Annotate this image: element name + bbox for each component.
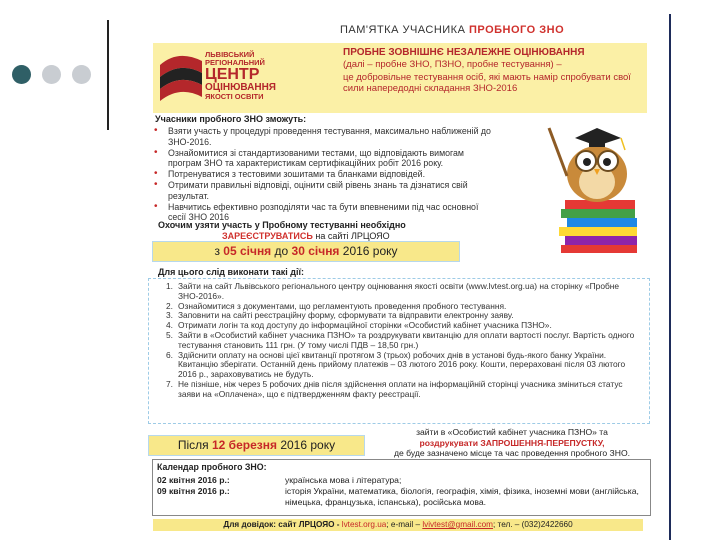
steps-list (150, 282, 644, 400)
slide-divider-left (107, 20, 109, 130)
owl-teacher-illustration (545, 114, 655, 254)
logo-text: ЛЬВІВСЬКИЙ РЕГІОНАЛЬНИЙ ЦЕНТР ОЦІНЮВАННЯ ЯКОСТІ ОСВІТИ (205, 50, 276, 101)
list-item: Отримати логін та код доступу до інформаційної сторінки «Особистий кабінет учасника ПЗНО». (178, 320, 552, 331)
list-item: Зайти на сайт Львівського регіонального центру оцінювання якості освіти (www.lvtest.org.ua) на сторінку «Пробне ЗНО-2016». (178, 281, 620, 301)
calendar-row: 09 квітня 2016 р.: історія України, математика, біологія, географія, хімія, фізика, іноземні мови (англійська, німецька, французька, іспанська), російська мова. (157, 486, 639, 507)
slide-dot-dark (12, 65, 31, 84)
registration-highlight: ЗАРЕЄСТРУВАТИСЬ (222, 231, 313, 241)
after-instructions: зайти в «Особистий кабінет учасника ПЗНО» та роздрукувати ЗАПРОШЕННЯ-ПЕРЕПУСТКУ, де буде зазначено місце та час проведення пробного ЗНО. (393, 427, 631, 458)
list-item: Не пізніше, ніж через 5 робочих днів після здійснення оплати на інформаційній сторінці учасника зміниться статус заяви на «Оплачена», що є підтвердженням факту реєстрації. (178, 378, 623, 399)
list-item: Здійснити оплату на основі цієї квитанції протягом 3 (трьох) робочих днів в установі будь-якого банку України. Квитанцію зберігати. Останній день прийому платежів – 03 лютого 2016 року. Кошти, перераховані після 03 лютого 2016 р., зараховуватись не будуть. (178, 349, 626, 380)
list-item: Зайти в «Особистий кабінет учасника ПЗНО» та роздрукувати квитанцію для оплати вартості послуг. Вартість одного тестування становить 111 грн. (У тому числі ПДВ – 18,50 грн.) (178, 329, 635, 350)
registration-date-box: з 05 січня до 30 січня 2016 року (152, 241, 460, 262)
list-item: • Ознайомитися зі стандартизованими тестами, що відповідають вимогам програм ЗНО та характеристикам сертифікаційних робіт 2016 року. (148, 148, 498, 169)
slide-divider-right (669, 14, 671, 540)
list-item: • Навчитись ефективно розподіляти час та бути впевненими під час основної сесії ЗНО 2016 (148, 202, 498, 223)
footer-site-link[interactable]: lvtest.org.ua (341, 520, 387, 529)
slide-dot-light-1 (42, 65, 61, 84)
list-item: Заповнити на сайті реєстраційну форму, сформувати та відправити електронну заяву. (178, 310, 514, 321)
after-date-box: Після 12 березня 2016 року (148, 435, 365, 456)
footer-email-link[interactable]: lvivtest@gmail.com (422, 520, 493, 529)
books-stack-icon (559, 200, 637, 253)
calendar-row: 02 квітня 2016 р.: українська мова і література; (157, 475, 402, 485)
list-item: • Отримати правильні відповіді, оцінити свій рівень знань та дізнатися свій результат. (148, 180, 498, 201)
list-item: • Взяти участь у процедурі проведення тестування, максимально наближеній до ЗНО-2016. (148, 126, 498, 147)
participants-list (148, 126, 498, 223)
memo-title-highlight: ПРОБНОГО ЗНО (469, 24, 565, 36)
slide-dot-light-2 (72, 65, 91, 84)
calendar-title: Календар пробного ЗНО: (157, 462, 267, 472)
header-subtitle: це добровільне тестування осіб, які мають намір спробувати свої сили напередодні складання ЗНО-2016 (343, 72, 631, 94)
footer-contacts: Для довідок: сайт ЛРЦОЯО - lvtest.org.ua; e-mail – lvivtest@gmail.com; тел. – (032)2422660 (153, 519, 643, 531)
registration-text: Охочим узяти участь у Пробному тестуванні необхідно ЗАРЕЄСТРУВАТИСЬ на сайті ЛРЦОЯО (158, 220, 406, 241)
steps-heading: Для цього слід виконати такі дії: (158, 267, 304, 277)
header-title: ПРОБНЕ ЗОВНІШНЄ НЕЗАЛЕЖНЕ ОЦІНЮВАННЯ (далі – пробне ЗНО, ПЗНО, пробне тестування) – (343, 47, 585, 70)
list-item: • Потренуватися з тестовими зошитами та бланками відповідей. (148, 169, 498, 180)
memo-title: ПАМ'ЯТКА УЧАСНИКА ПРОБНОГО ЗНО (340, 24, 565, 36)
list-item: Ознайомитися з документами, що регламентують проведення пробного тестування. (178, 300, 507, 311)
memo-document (140, 14, 665, 540)
participants-heading: Учасники пробного ЗНО зможуть: (155, 114, 307, 124)
